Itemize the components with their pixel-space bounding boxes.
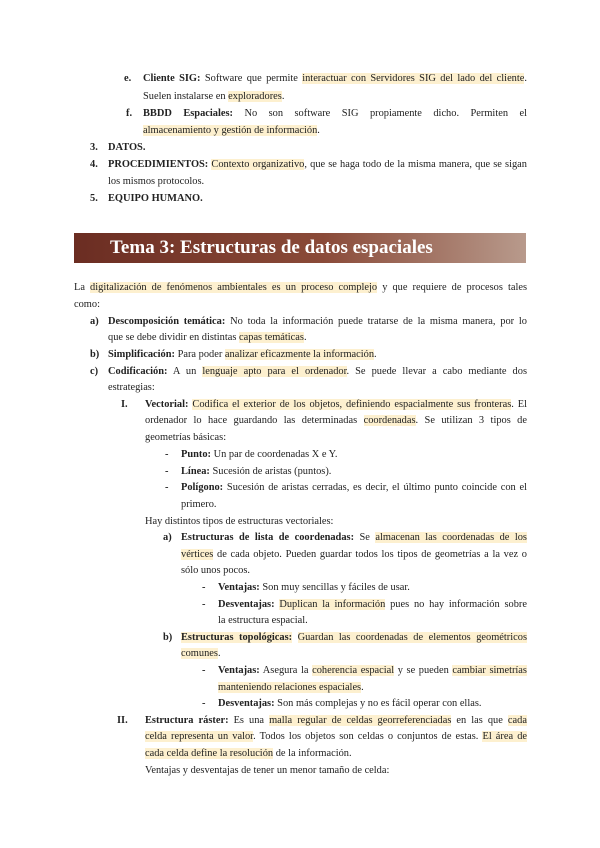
vectorial-paragraph-line3: geometrías básicas: bbox=[145, 432, 227, 443]
bullet-topo-desventajas: - bbox=[202, 698, 206, 709]
vector-types-intro: Hay distintos tipos de estructuras vectoriales: bbox=[145, 516, 334, 527]
bullet-lista-ventajas: - bbox=[202, 582, 206, 593]
bullet-lista-desventajas: - bbox=[202, 599, 206, 610]
topo-ventajas-cont: manteniendo relaciones espaciales. bbox=[218, 682, 364, 693]
item-marker-b: b) bbox=[90, 349, 100, 360]
list-item-procedimientos-cont: los mismos protocolos. bbox=[108, 176, 205, 187]
lista-ventajas: Ventajas: Son muy sencillas y fáciles de usar. bbox=[218, 582, 410, 593]
lista-desventajas: Desventajas: Duplican la información pues no hay información sobre bbox=[218, 599, 527, 610]
estructuras-topologicas: Estructuras topológicas: Guardan las coordenadas de elementos geométricos bbox=[181, 632, 527, 643]
raster-marker: II. bbox=[117, 715, 128, 726]
bullet-poligono: - bbox=[165, 482, 169, 493]
list-marker-e: e. bbox=[124, 73, 132, 84]
lista-coordenadas: Estructuras de lista de coordenadas: Se almacenan las coordenadas de los bbox=[181, 532, 527, 543]
list-marker-5: 5. bbox=[90, 193, 98, 204]
list-item-bbdd-espaciales-cont: almacenamiento y gestión de información. bbox=[143, 125, 320, 136]
list-marker-4: 4. bbox=[90, 159, 98, 170]
raster-paragraph-line2: celda representa un valor. Todos los objetos son celdas o conjuntos de estas. El área de bbox=[145, 731, 527, 742]
list-marker-3: 3. bbox=[90, 142, 98, 153]
item-descomposicion-tematica-cont: que se debe dividir en distintas capas temáticas. bbox=[108, 332, 307, 343]
geometry-poligono-cont: primero. bbox=[181, 499, 217, 510]
list-item-datos: DATOS. bbox=[108, 142, 146, 153]
list-item-equipo-humano: EQUIPO HUMANO. bbox=[108, 193, 203, 204]
bullet-topo-ventajas: - bbox=[202, 665, 206, 676]
list-item-procedimientos: PROCEDIMIENTOS: Contexto organizativo, que se haga todo de la misma manera, que se sigan bbox=[108, 159, 527, 170]
topologicas-marker: b) bbox=[163, 632, 173, 643]
item-marker-a: a) bbox=[90, 316, 99, 327]
bullet-linea: - bbox=[165, 466, 169, 477]
geometry-punto: Punto: Un par de coordenadas X e Y. bbox=[181, 449, 338, 460]
list-item-cliente-sig: Cliente SIG: Software que permite interactuar con Servidores SIG del lado del cliente. bbox=[143, 73, 527, 84]
raster-paragraph-line3: cada celda define la resolución de la información. bbox=[145, 748, 352, 759]
vectorial-paragraph: Vectorial: Codifica el exterior de los objetos, definiendo espacialmente sus fronteras. El bbox=[145, 399, 527, 410]
list-marker-f: f. bbox=[126, 108, 133, 119]
lista-coordenadas-line2: vértices de cada objeto. Pueden guardar todos los tipos de geometrías a la vez o bbox=[181, 549, 527, 560]
raster-paragraph: Estructura ráster: Es una malla regular de celdas georreferenciadas en las que cada bbox=[145, 715, 527, 726]
vectorial-marker: I. bbox=[121, 399, 128, 410]
raster-ventajas-intro: Ventajas y desventajas de tener un menor tamaño de celda: bbox=[145, 765, 390, 776]
intro-paragraph-cont: como: bbox=[74, 299, 100, 310]
item-codificacion-cont: estrategias: bbox=[108, 382, 155, 393]
list-item-bbdd-espaciales: BBDD Espaciales: No son software SIG propiamente dicho. Permiten el bbox=[143, 108, 527, 119]
list-item-cliente-sig-cont: Suelen instalarse en exploradores. bbox=[143, 91, 285, 102]
geometry-poligono: Polígono: Sucesión de aristas cerradas, es decir, el último punto coincide con el bbox=[181, 482, 527, 493]
estructuras-topologicas-cont: comunes. bbox=[181, 648, 221, 659]
topo-desventajas: Desventajas: Son más complejas y no es fácil operar con ellas. bbox=[218, 698, 482, 709]
item-simplificacion: Simplificación: Para poder analizar eficazmente la información. bbox=[108, 349, 377, 360]
bullet-punto: - bbox=[165, 449, 169, 460]
lista-coordenadas-line3: sólo unos pocos. bbox=[181, 565, 250, 576]
lista-desventajas-cont: la estructura espacial. bbox=[218, 615, 308, 626]
vectorial-paragraph-line2: ordenador lo hace guardando las determinadas coordenadas. Se utilizan 3 tipos de bbox=[145, 415, 527, 426]
geometry-linea: Línea: Sucesión de aristas (puntos). bbox=[181, 466, 332, 477]
topo-ventajas: Ventajas: Asegura la coherencia espacial y se pueden cambiar simetrías bbox=[218, 665, 527, 676]
section-title: Tema 3: Estructuras de datos espaciales bbox=[110, 237, 433, 258]
intro-paragraph: La digitalización de fenómenos ambientales es un proceso complejo y que requiere de procesos tales bbox=[74, 282, 527, 293]
section-title-banner bbox=[74, 233, 526, 263]
item-descomposicion-tematica: Descomposición temática: No toda la información puede tratarse de la misma manera, por lo bbox=[108, 316, 527, 327]
item-codificacion: Codificación: A un lenguaje apto para el ordenador. Se puede llevar a cabo mediante dos bbox=[108, 366, 527, 377]
item-marker-c: c) bbox=[90, 366, 99, 377]
lista-marker: a) bbox=[163, 532, 172, 543]
